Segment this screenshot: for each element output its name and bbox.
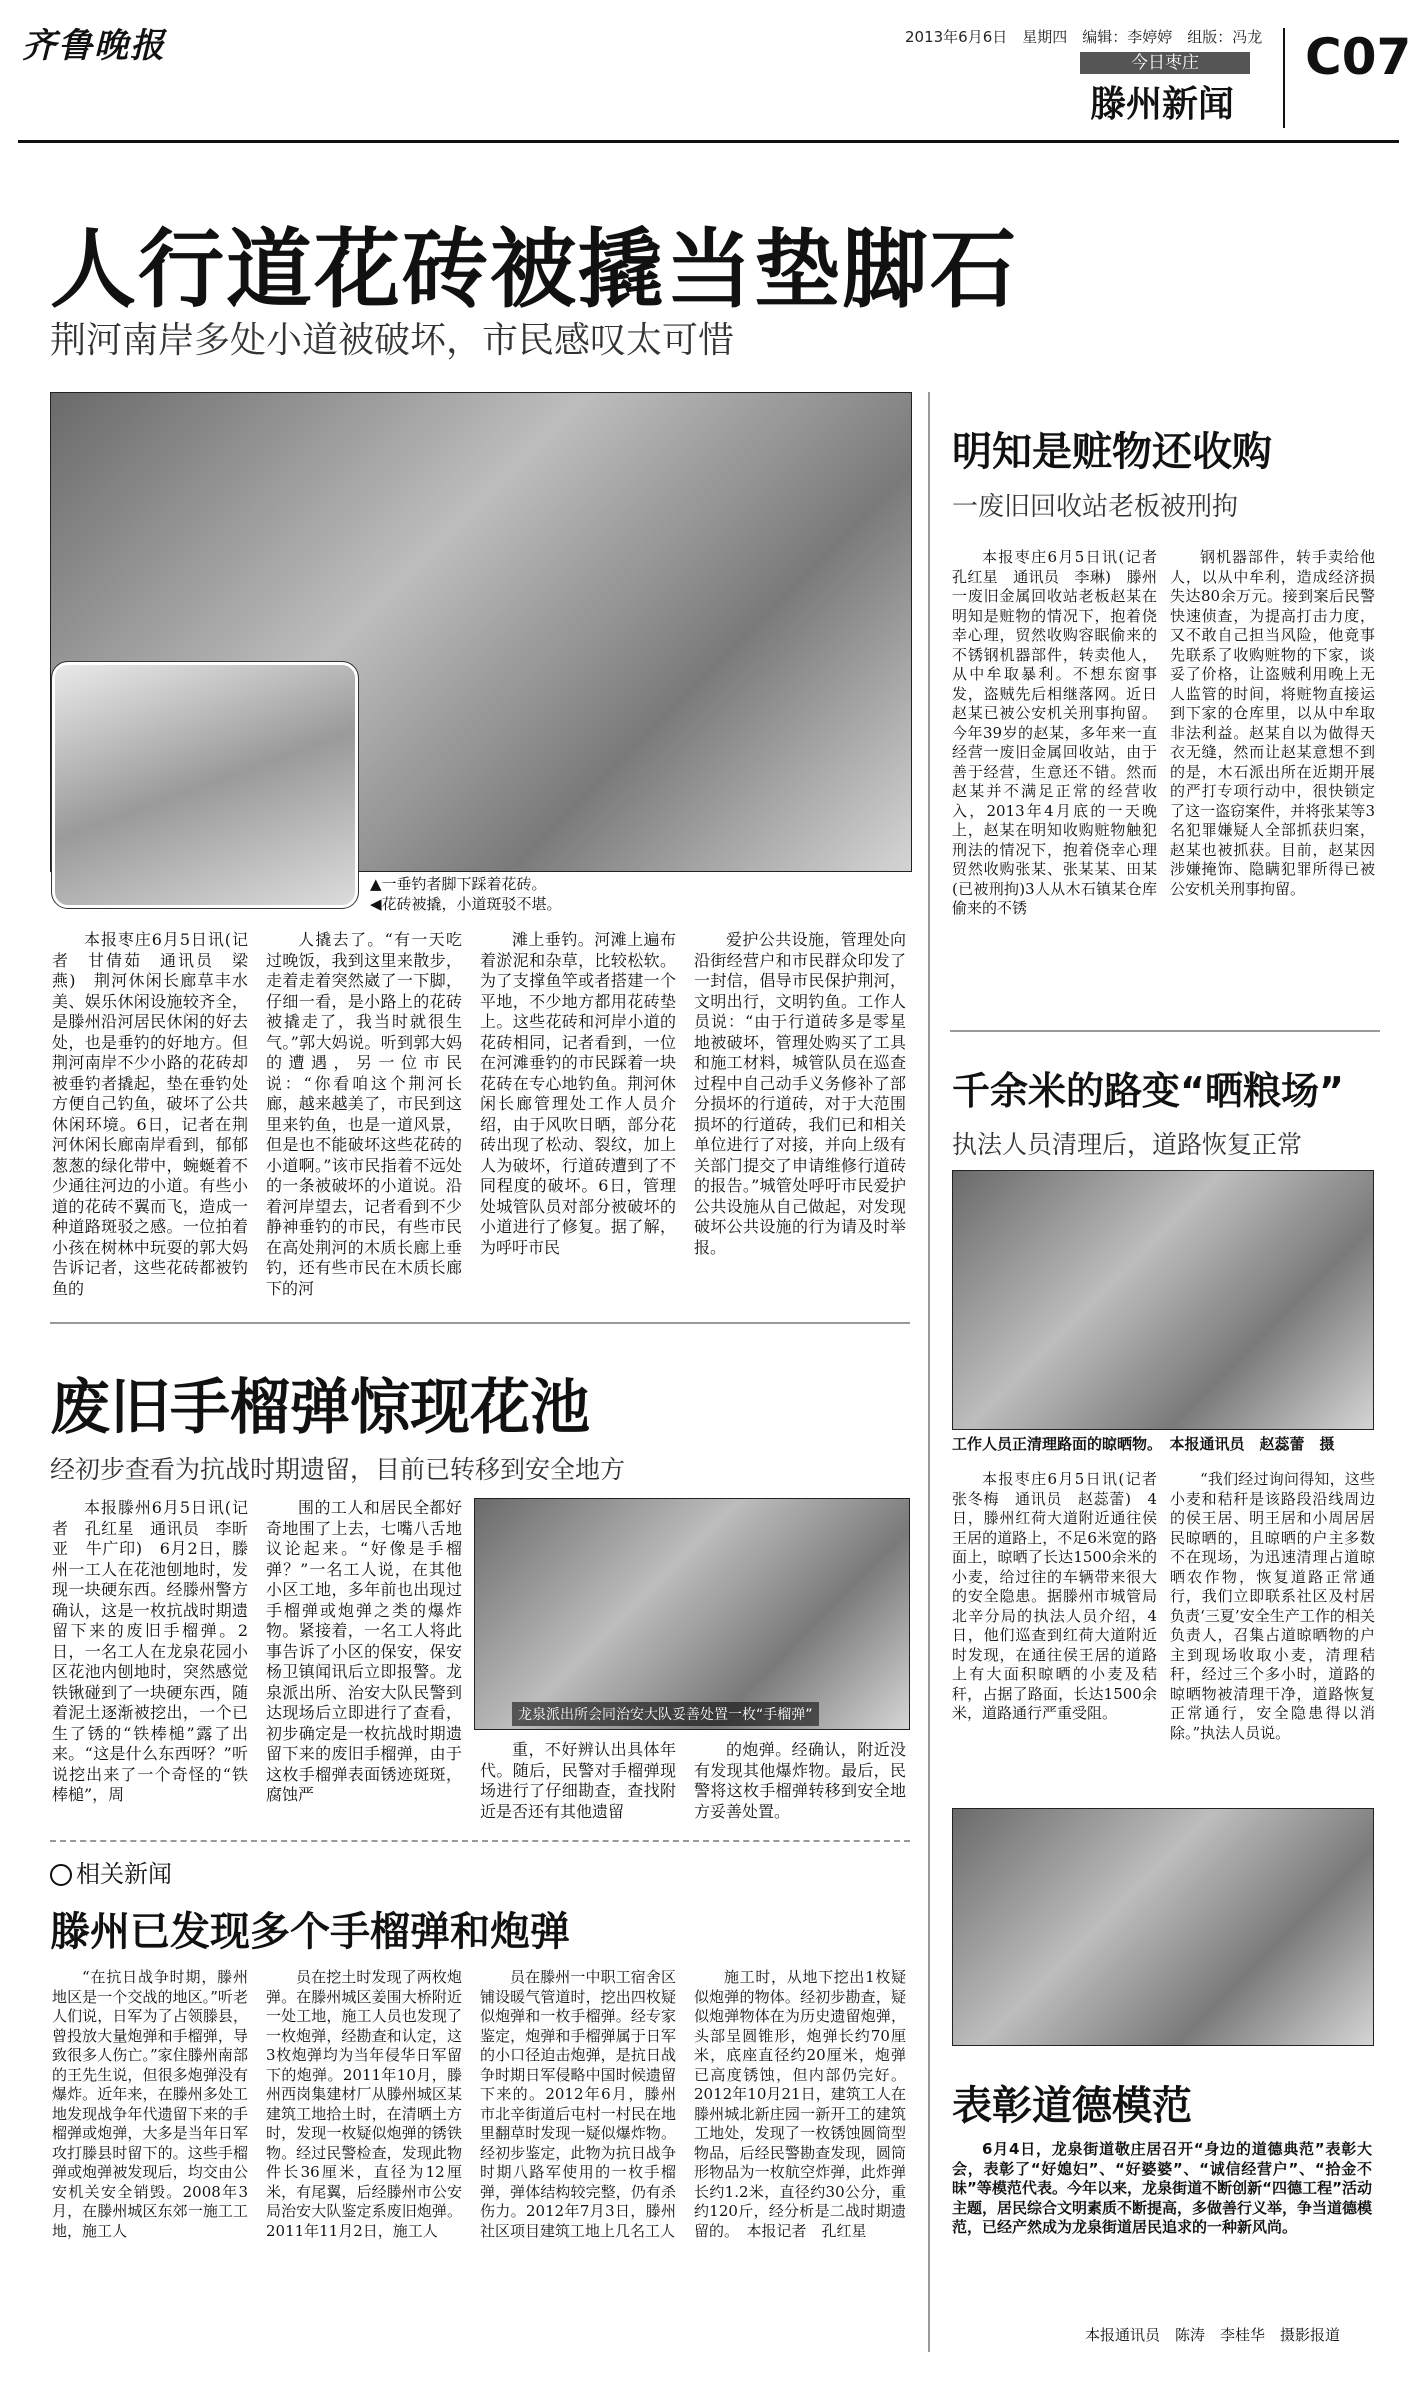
section-name: 滕州新闻 [1090, 84, 1235, 125]
dateline: 2013年6月6日 星期四 编辑：李婷婷 组版：冯龙 [905, 28, 1263, 46]
lead-column-2: 人撬去了。“有一天吃过晚饭，我到这里来散步，走着走着突然崴了一下脚，仔细一看，是小路上的花砖被撬走了，我当时就很生气。”郭大妈说。听到郭大妈的遭遇，另一位市民说：“你看咱这个荆河长廊，越来越美了，市民到这里来钓鱼，也是一道风景，但是也不能破坏这些花砖的小道啊。”该市民指着不远处的一条被破坏的小道说。沿着河岸望去，记者看到不少静神垂钓的市民，有些市民在高处荆河的木质长廊上垂钓，还有些市民在木质长廊下的河 [266, 930, 462, 1298]
section-tag: 今日枣庄 [1080, 52, 1250, 74]
grenade-subheadline: 经初步查看为抗战时期遗留，目前已转移到安全地方 [50, 1455, 626, 1484]
lead-subheadline: 荆河南岸多处小道被破坏，市民感叹太可惜 [50, 320, 735, 361]
lead-inset-photo [52, 662, 358, 908]
related-headline: 滕州已发现多个手榴弹和炮弹 [50, 1909, 570, 1955]
sidebar2-subheadline: 执法人员清理后，道路恢复正常 [952, 1130, 1303, 1159]
page-number: C07 [1305, 28, 1412, 86]
sidebar3-byline: 本报通讯员 陈涛 李桂华 摄影报道 [1085, 2326, 1341, 2344]
section-divider [50, 1322, 910, 1324]
header-rule [18, 140, 1399, 143]
related-column-4: 施工时，从地下挖出1枚疑似炮弹的物体。经初步勘查，疑似炮弹物体在为历史遗留炮弹，头部呈圆锥形，炮弹长约70厘米，底座直径约20厘米，炮弹已高度锈蚀，但内部仍完好。2012年10月21日，建筑工人在滕州城北新庄园一新开工的建筑工地处，发现了一枚锈蚀圆筒型物品，后经民警勘查发现，圆筒形物品为一枚航空炸弹，此炸弹长约1.2米，直径约30公分，重约120斤，经分析是二战时期遗留的。 本报记者 孔红星 [694, 1968, 906, 2240]
related-column-1: “在抗日战争时期，滕州地区是一个交战的地区。”听老人们说，日军为了占领滕县，曾投放大量炮弹和手榴弹，导致很多人伤亡。”家住滕州南部的王先生说，但很多炮弹没有爆炸。近年来，在滕州多处工地发现战争年代遗留下来的手榴弹或炮弹，大多是当年日军攻打滕县时留下的。这些手榴弹或炮弹被发现后，均交由公安机关安全销毁。2008年3月，在滕州城区东郊一施工工地，施工人 [52, 1968, 248, 2240]
sidebar2-photo [952, 1170, 1374, 1430]
header-divider [1283, 28, 1285, 128]
grenade-column-3: 重，不好辨认出具体年代。随后，民警对手榴弹现场进行了仔细勘查，查找附近是否还有其他遗留 [480, 1740, 676, 1821]
sidebar1-column-1: 本报枣庄6月5日讯(记者 孔红星 通讯员 李琳) 滕州一废旧金属回收站老板赵某在明知是赃物的情况下，抱着侥幸心理，贸然收购容眠偷来的不锈钢机器部件，转卖他人，从中牟取暴利。不想东窗事发，盗贼先后相继落网。近日赵某已被公安机关刑事拘留。今年39岁的赵某，多年来一直经营一废旧金属回收站，由于善于经营，生意还不错。然而赵某并不满足正常的经营收入，2013年4月底的一天晚上，赵某在明知收购赃物触犯刑法的情况下，抱着侥幸心理贸然收购张某、张某某、田某(已被刑拘)3人从木石镇某仓库偷来的不锈 [952, 548, 1173, 917]
masthead: 齐鲁晚报 [22, 26, 166, 66]
related-tag-label: 相关新闻 [76, 1860, 172, 1888]
sidebar1-headline: 明知是赃物还收购 [952, 429, 1272, 475]
related-tag-icon [50, 1864, 72, 1886]
lead-column-3: 滩上垂钓。河滩上遍布着淤泥和杂草，比较松软。为了支撑鱼竿或者搭建一个平地，不少地方都用花砖垫上。这些花砖和河岸小道的花砖相同，记者看到，一位在河滩垂钓的市民踩着一块花砖在专心地钓鱼。荆河休闲长廊管理处工作人员介绍，由于风吹日晒，部分花砖出现了松动、裂纹，加上人为破坏，行道砖遭到了不同程度的破坏。6日，管理处城管队员对部分被破坏的小道进行了修复。据了解，为呼吁市民 [480, 930, 676, 1257]
lead-headline: 人行道花砖被撬当垫脚石 [50, 220, 1018, 320]
grenade-headline: 废旧手榴弹惊现花池 [50, 1373, 590, 1443]
sidebar2-photo-caption: 工作人员正清理路面的晾晒物。 本报通讯员 赵蕊蕾 摄 [952, 1435, 1335, 1453]
sidebar-divider-1 [950, 1030, 1380, 1032]
sidebar1-subheadline: 一废旧回收站老板被刑拘 [952, 492, 1239, 522]
sidebar3-photo [952, 1808, 1374, 2046]
grenade-photo-caption: 龙泉派出所会同治安大队妥善处置一枚“手榴弹” [512, 1702, 819, 1726]
lead-caption-1: ▲一垂钓者脚下踩着花砖。 [370, 875, 547, 893]
sidebar3-body: 6月4日，龙泉街道敬庄居召开“身边的道德典范”表彰大会，表彰了“好媳妇”、“好婆婆”、“诚信经营户”、“拾金不昧”等模范代表。今年以来，龙泉街道不断创新“四德工程”活动主题，居民综合文明素质不断提高，多做善行义举，争当道德模范，已经产然成为龙泉街道居民追求的一种新风尚。 [952, 2140, 1373, 2236]
related-column-3: 员在滕州一中职工宿舍区铺设暖气管道时，挖出四枚疑似炮弹和一枚手榴弹。经专家鉴定，炮弹和手榴弹属于日军的小口径迫击炮弹，是抗日战争时期日军侵略中国时候遗留下来的。2012年6月，滕州市北辛街道后屯村一村民在地里翻草时发现一疑似爆炸物。经初步鉴定，此物为抗日战争时期八路军使用的一枚手榴弹，弹体结构较完整，仍有杀伤力。2012年7月3日，滕州社区项目建筑工地上几名工人 [480, 1968, 676, 2240]
sidebar2-headline: 千余米的路变“晒粮场” [952, 1069, 1344, 1113]
lead-caption-2: ◀花砖被撬，小道斑驳不堪。 [370, 895, 562, 913]
related-tag [50, 1854, 172, 1889]
sidebar1-column-2: 钢机器部件，转手卖给他人，以从中牟利，造成经济损失达80余万元。接到案后民警快速侦查，为提高打击力度，又不敢自己担当风险，他竟事先联系了收购赃物的下家，谈妥了价格，让盗贼利用晚上无人监管的时间，将赃物直接运到下家的仓库里，以从中牟取非法利益。赵某自以为做得天衣无缝，然而让赵某意想不到的是，木石派出所在近期开展的严打专项行动中，很快锁定了这一盗窃案件，并将张某等3名犯罪嫌疑人全部抓获归案，赵某也被抓获。目前，赵某因涉嫌掩饰、隐瞒犯罪所得已被公安机关刑事拘留。 [1170, 548, 1375, 898]
related-divider [50, 1840, 910, 1842]
grenade-column-2: 围的工人和居民全都好奇地围了上去，七嘴八舌地议论起来。“好像是手榴弹？”一名工人说，在其他小区工地，多年前也出现过手榴弹或炮弹之类的爆炸物。紧接着，一名工人将此事告诉了小区的保安，保安杨卫镇闻讯后立即报警。龙泉派出所、治安大队民警到达现场后立即进行了查看，初步确定是一枚抗战时期遗留下来的废旧手榴弹，由于这枚手榴弹表面锈迹斑斑，腐蚀严 [266, 1498, 462, 1804]
lead-column-4: 爱护公共设施，管理处向沿街经营户和市民群众印发了一封信，倡导市民保护荆河，文明出行，文明钓鱼。工作人员说：“由于行道砖多是零星地被破坏，管理处购买了工具和施工材料，城管队员在巡查过程中自己动手义务修补了部分损坏的行道砖，对于大范围损坏的行道砖，我们已和相关单位进行了对接，并向上级有关部门提交了申请维修行道砖的报告。”城管处呼吁市民爱护公共设施从自己做起，对发现破坏公共设施的行为请及时举报。 [694, 930, 906, 1257]
column-divider [928, 392, 930, 2352]
related-column-2: 员在挖土时发现了两枚炮弹。在滕州城区姜围大桥附近一处工地，施工人员也发现了一枚炮弹，经勘查和认定，这3枚炮弹均为当年侵华日军留下的炮弹。2011年10月，滕州西岗集建材厂从滕州城区某建筑工地拾土时，在清晒土方时，发现一枚疑似炮弹的锈铁物。经过民警检查，发现此物件长36厘米，直径为12厘米，有尾翼，后经滕州市公安局治安大队鉴定系废旧炮弹。2011年11月2日，施工人 [266, 1968, 462, 2240]
sidebar2-column-1: 本报枣庄6月5日讯(记者 张冬梅 通讯员 赵蕊蕾) 4日，滕州红荷大道附近通往侯王居的道路上，不足6米宽的路面上，晾晒了长达1500余米的小麦，给过往的车辆带来很大的安全隐患。据滕州市城管局北辛分局的执法人员介绍，4日，他们巡查到红荷大道附近时发现，在通往侯王居的道路上有大面积晾晒的小麦及秸秆，占据了路面，长达1500余米，道路通行严重受阻。 [952, 1470, 1173, 1722]
sidebar2-column-2: “我们经过询问得知，这些小麦和秸秆是该路段沿线周边的侯王居、明王居和小周居居民晾晒的，且晾晒的户主多数不在现场，为迅速清理占道晾晒农作物，恢复道路正常通行，我们立即联系社区及村居负责‘三夏’安全生产工作的相关负责人，召集占道晾晒物的户主到现场收取小麦，清理秸秆，经过三个多小时，道路的晾晒物被清理干净，道路恢复正常通行，安全隐患得以消除。”执法人员说。 [1170, 1470, 1375, 1742]
sidebar3-headline: 表彰道德模范 [952, 2083, 1192, 2129]
grenade-column-1: 本报滕州6月5日讯(记者 孔红星 通讯员 李昕亚 牛广印) 6月2日，滕州一工人在花池刨地时，发现一块硬东西。经滕州警方确认，这是一枚抗战时期遗留下来的废旧手榴弹。2日，一名工人在龙泉花园小区花池内刨地时，突然感觉铁锹碰到了一块硬东西，随着泥土逐渐被挖出，一个已生了锈的“铁棒槌”露了出来。“这是什么东西呀？”听说挖出来了一个奇怪的“铁棒槌”，周 [52, 1498, 248, 1804]
grenade-photo [474, 1498, 910, 1730]
grenade-column-4: 的炮弹。经确认，附近没有发现其他爆炸物。最后，民警将这枚手榴弹转移到安全地方妥善处置。 [694, 1740, 906, 1821]
lead-column-1: 本报枣庄6月5日讯(记者 甘倩茹 通讯员 梁燕) 荆河休闲长廊草丰水美、娱乐休闲设施较齐全，是滕州沿河居民休闲的好去处，也是垂钓的好地方。但荆河南岸不少小路的花砖却被垂钓者撬起，垫在垂钓处方便自己钓鱼，破坏了公共休闲环境。6日，记者在荆河休闲长廊南岸看到，郁郁葱葱的绿化带中，蜿蜒着不少通往河边的小道。有些小道的花砖不翼而飞，造成一种道路斑驳之感。一位拍着小孩在树林中玩耍的郭大妈告诉记者，这些花砖都被钓鱼的 [52, 930, 248, 1298]
